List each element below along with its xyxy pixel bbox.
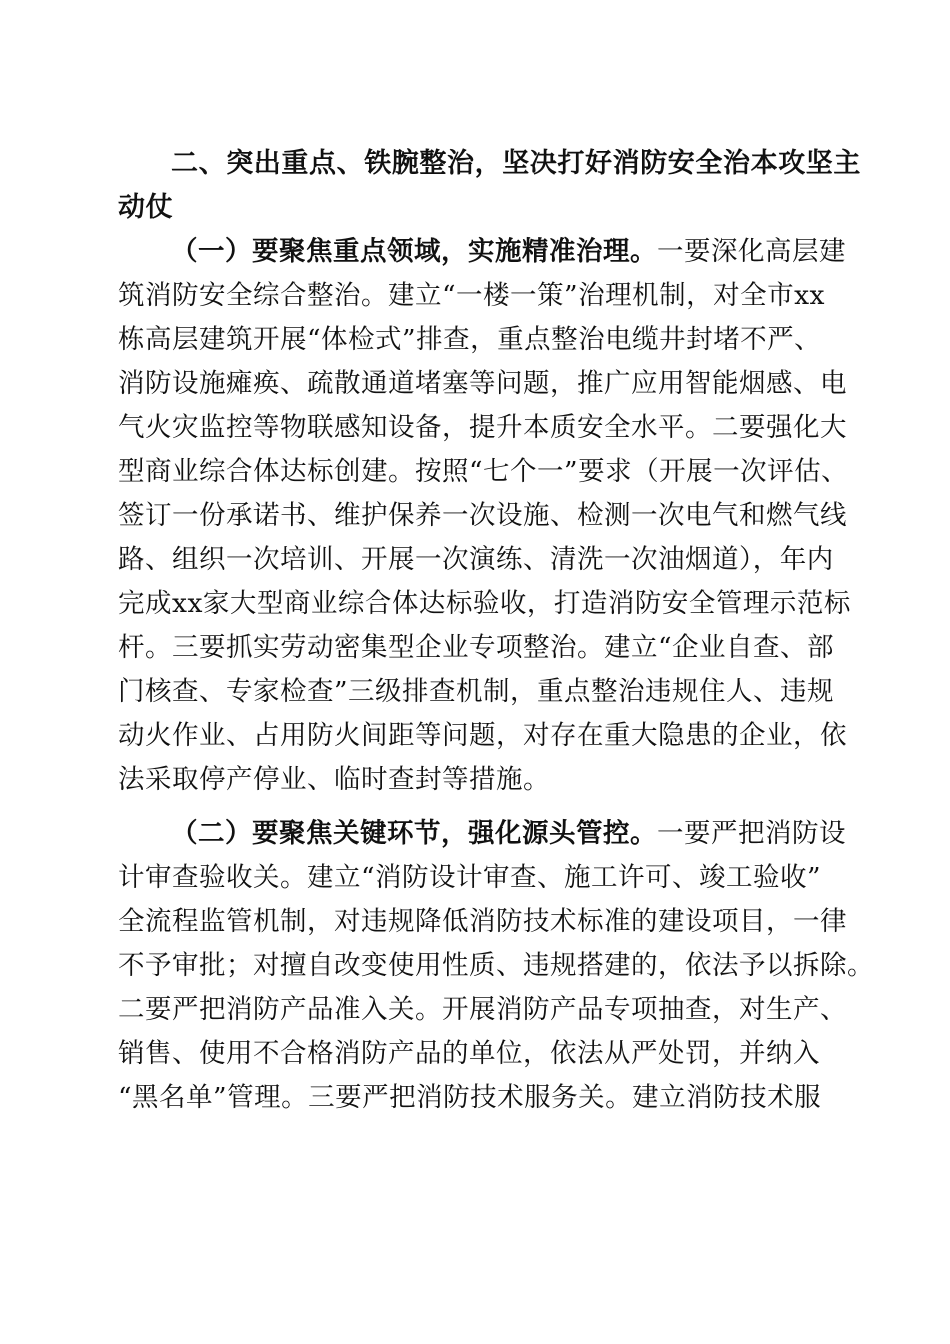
paragraph-1-line-10: 杆。三要抓实劳动密集型企业专项整治。建立“企业自查、部 — [118, 632, 835, 663]
paragraph-2-line-2: 计审查验收关。建立“消防设计审查、施工许可、竣工验收” — [118, 862, 822, 893]
paragraph-2-line-6: 销售、使用不合格消防产品的单位，依法从严处罚，并纳入 — [118, 1038, 820, 1069]
paragraph-1-line-13: 法采取停产停业、临时查封等措施。 — [118, 764, 550, 795]
paragraph-1-line-7: 签订一份承诺书、维护保养一次设施、检测一次电气和燃气线 — [118, 500, 847, 531]
paragraph-1-text: 一要深化高层建 — [657, 236, 846, 267]
paragraph-1-line-2: 筑消防安全综合整治。建立“一楼一策”治理机制，对全市xx — [118, 280, 825, 311]
paragraph-1-line-6: 型商业综合体达标创建。按照“七个一”要求（开展一次评估、 — [118, 456, 849, 487]
paragraph-1-lead: （一）要聚焦重点领域，实施精准治理。 — [171, 236, 657, 267]
paragraph-2-text: 一要严把消防设 — [657, 818, 846, 849]
paragraph-1-line-11: 门核查、专家检查”三级排查机制，重点整治违规住人、违规 — [118, 676, 835, 707]
paragraph-2-line-7: “黑名单”管理。三要严把消防技术服务关。建立消防技术服 — [118, 1082, 822, 1113]
section-heading-line-1: 二、突出重点、铁腕整治，坚决打好消防安全治本攻坚主 — [171, 148, 861, 179]
paragraph-2-line-4: 不予审批；对擅自改变使用性质、违规搭建的，依法予以拆除。 — [118, 950, 874, 981]
paragraph-1-line-8: 路、组织一次培训、开展一次演练、清洗一次油烟道），年内 — [118, 544, 834, 575]
paragraph-1-line-3: 栋高层建筑开展“体检式”排查，重点整治电缆井封堵不严、 — [118, 324, 822, 355]
paragraph-1-line-1 — [171, 230, 846, 274]
paragraph-1-line-9: 完成xx家大型商业综合体达标验收，打造消防安全管理示范标 — [118, 588, 851, 619]
paragraph-2-line-3: 全流程监管机制，对违规降低消防技术标准的建设项目，一律 — [118, 906, 847, 937]
paragraph-1-line-4: 消防设施瘫痪、疏散通道堵塞等问题，推广应用智能烟感、电 — [118, 368, 847, 399]
paragraph-1-line-12: 动火作业、占用防火间距等问题，对存在重大隐患的企业，依 — [118, 720, 847, 751]
section-heading-line-2: 动仗 — [118, 192, 174, 223]
paragraph-2-line-5: 二要严把消防产品准入关。开展消防产品专项抽查，对生产、 — [118, 994, 847, 1025]
paragraph-2-line-1 — [171, 812, 846, 856]
paragraph-2-lead: （二）要聚焦关键环节，强化源头管控。 — [171, 818, 657, 849]
paragraph-1-line-5: 气火灾监控等物联感知设备，提升本质安全水平。二要强化大 — [118, 412, 847, 443]
